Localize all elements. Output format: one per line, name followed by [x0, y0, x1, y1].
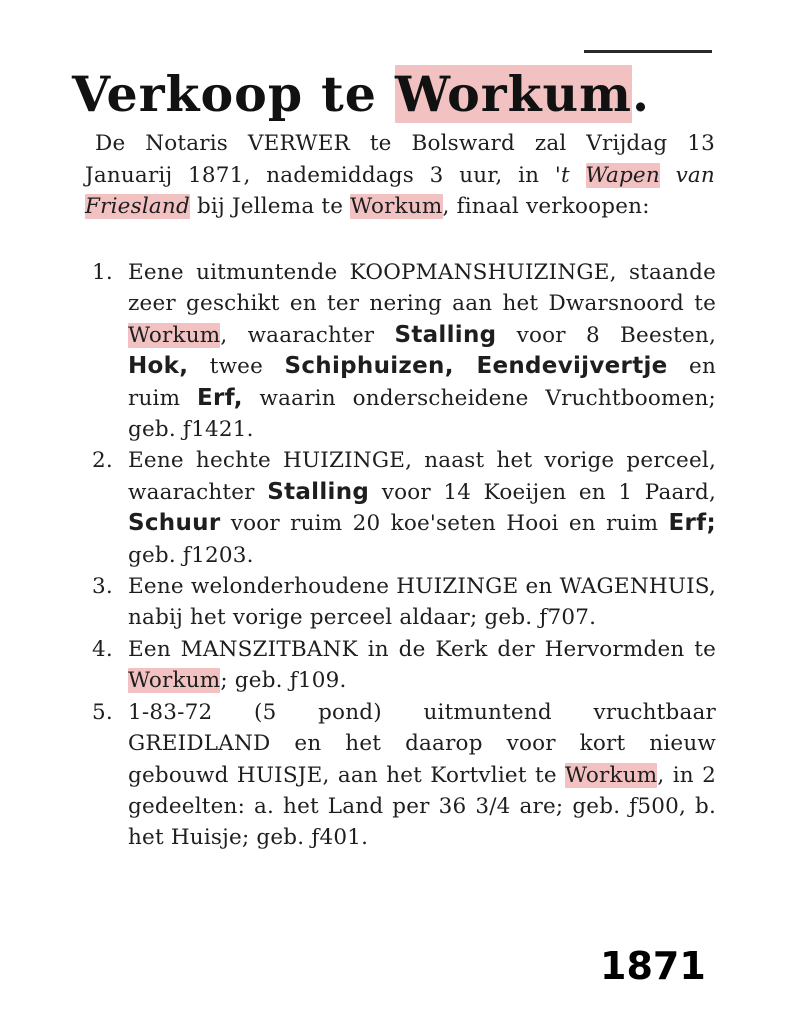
top-rule	[584, 50, 712, 53]
intro-text-1: De Notaris VERWER te Bolsward zal Vrijdag 13 Januarij 1871, nademiddags 3 uur, in	[85, 131, 715, 188]
lot-item	[84, 697, 716, 854]
lot-text: Een MANSZITBANK in de Kerk der Hervormden te	[128, 636, 716, 662]
lot-item	[84, 634, 716, 697]
advertisement-intro	[85, 128, 715, 223]
lot-bold-term: Hok,	[128, 353, 189, 380]
lot-text: Eene hechte HUIZINGE, naast het vorige perceel, waarachter	[128, 448, 716, 505]
lot-bold-term: Schiphuizen, Eendevijvertje	[284, 353, 668, 380]
lot-bold-term: Stalling	[267, 478, 370, 505]
lot-text: voor 14 Koeijen en 1 Paard,	[369, 479, 716, 505]
lot-number: 5.	[92, 699, 113, 725]
title-place-highlight: Workum	[395, 65, 632, 123]
lot-number: 2.	[92, 448, 113, 474]
lot-text: twee	[188, 354, 285, 380]
year-label: 1871	[600, 944, 706, 988]
lot-item	[84, 571, 716, 634]
lot-text: en ruim	[128, 354, 716, 411]
lot-item	[84, 445, 716, 571]
lot-number: 4.	[92, 636, 113, 662]
lot-text: voor 8 Beesten,	[496, 322, 716, 348]
lot-place-highlight: Workum	[128, 668, 221, 694]
inn-name-highlight-a: Wapen	[585, 162, 660, 188]
lot-number: 1.	[92, 260, 113, 285]
lot-bold-term: Erf;	[668, 510, 716, 537]
intro-text-3: , finaal verkoopen:	[442, 194, 650, 219]
lot-list	[84, 257, 716, 854]
lot-text: voor ruim 20 koe'seten Hooi en ruim	[220, 511, 669, 537]
lot-bold-term: Stalling	[394, 321, 497, 348]
lot-number: 3.	[92, 574, 113, 600]
intro-place-highlight: Workum	[350, 194, 443, 219]
intro-text-2: bij Jellema te	[189, 194, 351, 219]
inn-prefix: 't	[554, 162, 586, 188]
inn-mid: van	[659, 162, 715, 188]
lot-text: geb. ƒ1203.	[128, 542, 254, 568]
lot-place-highlight: Workum	[128, 322, 221, 348]
title-prefix: Verkoop te	[72, 65, 396, 123]
lot-place-highlight: Workum	[565, 762, 658, 788]
lot-text: , waarachter	[220, 322, 395, 348]
lot-item	[84, 257, 716, 445]
lot-text: , in 2 gedeelten: a. het Land per 36 3/4 are; geb. ƒ500, b. het Huisje; geb. ƒ401.	[128, 762, 716, 851]
inn-name-highlight-b: Friesland	[85, 194, 190, 219]
lot-bold-term: Erf,	[197, 384, 243, 411]
lot-text: waarin onderscheidene Vruchtboomen; geb. ƒ1421.	[128, 385, 716, 443]
lot-text: Eene uitmuntende KOOPMANSHUIZINGE, staande zeer geschikt en ter nering aan het Dwarsnoord te	[128, 260, 716, 317]
title-suffix: .	[632, 65, 651, 123]
lot-text: 1-83-72 (5 pond) uitmuntend vruchtbaar GREIDLAND en het daarop voor kort nieuw gebouwd HUISJE, aan het Kortvliet te	[128, 699, 716, 788]
advertisement-title	[72, 64, 712, 124]
lot-text: Eene welonderhoudene HUIZINGE en WAGENHUIS, nabij het vorige perceel aldaar; geb. ƒ707.	[128, 574, 716, 631]
lot-text: ; geb. ƒ109.	[220, 668, 347, 694]
lot-bold-term: Schuur	[128, 510, 221, 537]
